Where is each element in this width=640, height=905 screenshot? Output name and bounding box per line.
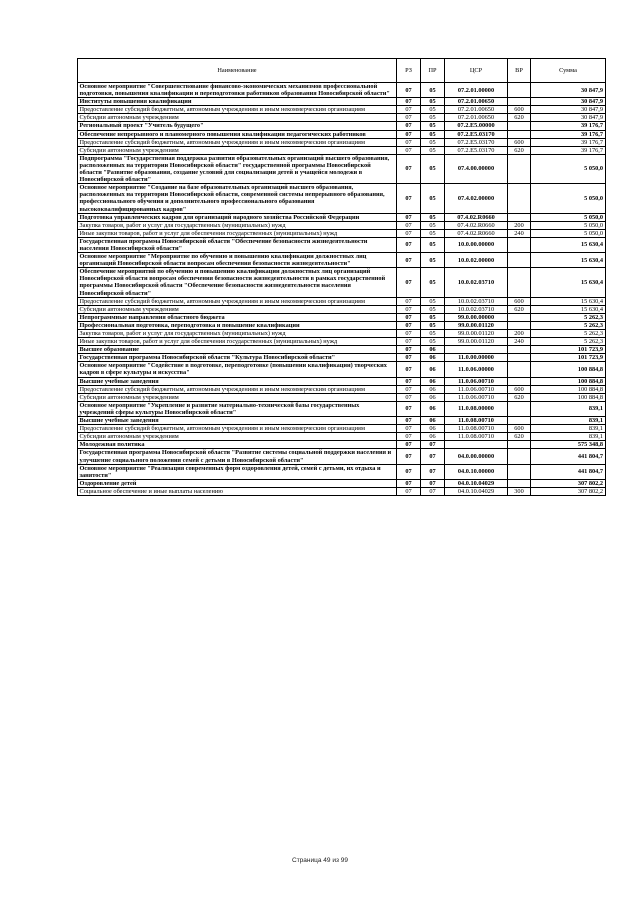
cell-rz: 07	[397, 184, 421, 213]
cell-vr: 620	[508, 433, 531, 441]
cell-pr: 05	[421, 98, 445, 106]
table-row	[78, 229, 606, 237]
header-vr: ВР	[508, 59, 531, 83]
cell-vr	[508, 154, 531, 183]
cell-vr	[508, 346, 531, 354]
cell-sum: 30 847,9	[531, 83, 606, 98]
cell-rz: 07	[397, 138, 421, 146]
table-row	[78, 425, 606, 433]
cell-rz: 07	[397, 330, 421, 338]
table-row	[78, 354, 606, 362]
cell-vr	[508, 237, 531, 252]
cell-name: Основное мероприятие "Содействие в подготовке, переподготовке (повышении квалификации) творческих кадров в сфере культуры и искусства"	[78, 362, 397, 377]
cell-rz: 07	[397, 106, 421, 114]
cell-csr: 07.2.E5.00000	[445, 122, 508, 130]
table-row	[78, 338, 606, 346]
cell-csr: 07.2.E5.03170	[445, 138, 508, 146]
cell-vr: 200	[508, 221, 531, 229]
cell-rz: 07	[397, 464, 421, 479]
cell-csr: 07.4.02.00000	[445, 184, 508, 213]
cell-sum: 15 630,4	[531, 297, 606, 305]
cell-csr: 99.0.00.01120	[445, 330, 508, 338]
cell-csr: 10.0.02.00000	[445, 253, 508, 268]
cell-name: Государственная программа Новосибирской области "Обеспечение безопасности жизнедеятельности населения Новосибирской области"	[78, 237, 397, 252]
cell-name: Основное мероприятие "Укрепление и развитие материально-технической базы государственных учреждений сферы культуры Новосибирской области"	[78, 401, 397, 416]
cell-pr: 07	[421, 464, 445, 479]
cell-vr: 240	[508, 338, 531, 346]
cell-sum: 5 050,0	[531, 221, 606, 229]
cell-rz: 07	[397, 98, 421, 106]
cell-sum: 5 262,3	[531, 330, 606, 338]
cell-sum: 5 262,3	[531, 321, 606, 329]
cell-sum: 5 050,0	[531, 213, 606, 221]
cell-pr: 05	[421, 313, 445, 321]
page-number: Страница 49 из 99	[292, 857, 348, 864]
cell-sum: 39 176,7	[531, 146, 606, 154]
cell-name: Субсидии автономным учреждениям	[78, 146, 397, 154]
cell-sum: 5 262,3	[531, 313, 606, 321]
cell-name: Иные закупки товаров, работ и услуг для обеспечения государственных (муниципальных) нужд	[78, 338, 397, 346]
cell-rz: 07	[397, 297, 421, 305]
cell-rz: 07	[397, 154, 421, 183]
cell-name: Основное мероприятие "Создание на базе образовательных организаций высшего образования, расположенных на территории Новосибирской области, современной системы непрерывного образования, профессионального обучения и дополнительного профессионального образования высококвалифицированных кадров"	[78, 184, 397, 213]
header-csr: ЦСР	[445, 59, 508, 83]
cell-pr: 05	[421, 130, 445, 138]
cell-csr: 11.0.08.00000	[445, 401, 508, 416]
cell-csr: 07.4.02.R0660	[445, 213, 508, 221]
cell-csr: 11.0.00.00000	[445, 354, 508, 362]
cell-rz: 07	[397, 346, 421, 354]
cell-name: Субсидии автономным учреждениям	[78, 393, 397, 401]
cell-pr: 05	[421, 83, 445, 98]
cell-name: Подпрограмма "Государственная поддержка развития образовательных организаций высшего образования, расположенных на территории Новосибирской области" государственной программы Новосибирской области "Развитие образования, создание условий для социализации детей и учащейся молодежи в Новосибирской области"	[78, 154, 397, 183]
cell-csr: 07.4.02.R0660	[445, 221, 508, 229]
cell-sum: 30 847,9	[531, 106, 606, 114]
cell-rz: 07	[397, 487, 421, 495]
cell-vr	[508, 464, 531, 479]
cell-vr	[508, 441, 531, 449]
table-row	[78, 83, 606, 98]
cell-vr	[508, 268, 531, 297]
table-row	[78, 253, 606, 268]
table-row	[78, 154, 606, 183]
cell-pr: 06	[421, 393, 445, 401]
cell-sum: 39 176,7	[531, 122, 606, 130]
cell-name: Непрограммные направления областного бюджета	[78, 313, 397, 321]
cell-csr: 11.0.08.00710	[445, 417, 508, 425]
cell-csr: 99.0.00.00000	[445, 313, 508, 321]
cell-name: Иные закупки товаров, работ и услуг для обеспечения государственных (муниципальных) нужд	[78, 229, 397, 237]
cell-sum: 839,1	[531, 433, 606, 441]
cell-pr: 05	[421, 297, 445, 305]
cell-pr: 06	[421, 425, 445, 433]
cell-sum: 101 723,9	[531, 354, 606, 362]
cell-rz: 07	[397, 479, 421, 487]
cell-pr: 05	[421, 138, 445, 146]
cell-vr	[508, 253, 531, 268]
cell-sum: 839,1	[531, 417, 606, 425]
cell-vr	[508, 122, 531, 130]
table-row	[78, 114, 606, 122]
cell-vr	[508, 98, 531, 106]
table-row	[78, 464, 606, 479]
cell-csr: 04.0.00.00000	[445, 449, 508, 464]
cell-name: Субсидии автономным учреждениям	[78, 114, 397, 122]
cell-vr: 600	[508, 385, 531, 393]
cell-name: Молодежная политика	[78, 441, 397, 449]
table-row	[78, 221, 606, 229]
cell-vr: 240	[508, 229, 531, 237]
table-row	[78, 401, 606, 416]
cell-vr	[508, 401, 531, 416]
table-header-row	[78, 59, 606, 83]
cell-name: Субсидии автономным учреждениям	[78, 305, 397, 313]
cell-sum: 839,1	[531, 425, 606, 433]
table-row	[78, 487, 606, 495]
cell-sum: 575 348,8	[531, 441, 606, 449]
cell-sum: 101 723,9	[531, 346, 606, 354]
cell-vr: 300	[508, 487, 531, 495]
cell-name: Субсидии автономным учреждениям	[78, 433, 397, 441]
cell-pr: 05	[421, 330, 445, 338]
cell-sum: 15 630,4	[531, 253, 606, 268]
cell-csr: 99.0.00.01120	[445, 321, 508, 329]
cell-name: Обеспечение непрерывного и планомерного повышения квалификации педагогических работников	[78, 130, 397, 138]
cell-csr: 10.0.02.03710	[445, 297, 508, 305]
table-row	[78, 146, 606, 154]
table-row	[78, 106, 606, 114]
cell-pr: 05	[421, 253, 445, 268]
cell-rz: 07	[397, 321, 421, 329]
cell-name: Основное мероприятие "Совершенствование финансово-экономических механизмов профессиональной подготовки, повышения квалификации и переподготовки работников образования Новосибирской области"	[78, 83, 397, 98]
table-row	[78, 377, 606, 385]
cell-pr: 07	[421, 487, 445, 495]
cell-rz: 07	[397, 268, 421, 297]
table-row	[78, 385, 606, 393]
table-row	[78, 330, 606, 338]
budget-table	[77, 58, 606, 496]
cell-csr: 07.2.01.00650	[445, 98, 508, 106]
cell-pr: 05	[421, 221, 445, 229]
cell-pr: 05	[421, 229, 445, 237]
cell-name: Оздоровление детей	[78, 479, 397, 487]
cell-rz: 07	[397, 83, 421, 98]
cell-pr: 06	[421, 362, 445, 377]
cell-csr: 07.2.01.00650	[445, 106, 508, 114]
table-row	[78, 122, 606, 130]
cell-csr: 11.0.08.00710	[445, 425, 508, 433]
cell-pr: 05	[421, 114, 445, 122]
cell-csr: 04.0.10.04029	[445, 487, 508, 495]
cell-rz: 07	[397, 385, 421, 393]
cell-csr: 07.2.E5.03170	[445, 130, 508, 138]
cell-name: Государственная программа Новосибирской области "Развитие системы социальной поддержки населения и улучшение социального положения семей с детьми в Новосибирской области"	[78, 449, 397, 464]
cell-rz: 07	[397, 305, 421, 313]
cell-rz: 07	[397, 393, 421, 401]
cell-name: Закупка товаров, работ и услуг для государственных (муниципальных) нужд	[78, 330, 397, 338]
cell-vr	[508, 449, 531, 464]
cell-sum: 39 176,7	[531, 130, 606, 138]
cell-rz: 07	[397, 237, 421, 252]
cell-rz: 07	[397, 354, 421, 362]
table-row	[78, 98, 606, 106]
header-sum: Сумма	[531, 59, 606, 83]
cell-vr: 620	[508, 305, 531, 313]
cell-pr: 06	[421, 385, 445, 393]
cell-vr: 200	[508, 330, 531, 338]
cell-vr: 600	[508, 138, 531, 146]
cell-vr	[508, 83, 531, 98]
cell-csr: 11.0.06.00710	[445, 377, 508, 385]
cell-sum: 441 804,7	[531, 464, 606, 479]
cell-pr: 06	[421, 417, 445, 425]
cell-csr: 07.2.E5.03170	[445, 146, 508, 154]
cell-rz: 07	[397, 441, 421, 449]
cell-csr: 10.0.02.03710	[445, 268, 508, 297]
document-page	[77, 58, 605, 496]
cell-pr: 05	[421, 146, 445, 154]
table-row	[78, 449, 606, 464]
cell-vr: 620	[508, 114, 531, 122]
cell-vr	[508, 479, 531, 487]
cell-name: Региональный проект "Учитель будущего"	[78, 122, 397, 130]
cell-vr	[508, 130, 531, 138]
table-row	[78, 433, 606, 441]
cell-pr: 05	[421, 268, 445, 297]
cell-vr	[508, 377, 531, 385]
cell-name: Высшее образование	[78, 346, 397, 354]
cell-name: Институты повышения квалификации	[78, 98, 397, 106]
cell-sum: 100 884,8	[531, 362, 606, 377]
cell-rz: 07	[397, 338, 421, 346]
cell-rz: 07	[397, 229, 421, 237]
cell-name: Высшие учебные заведения	[78, 377, 397, 385]
cell-vr	[508, 321, 531, 329]
cell-pr: 06	[421, 354, 445, 362]
cell-csr: 11.0.06.00000	[445, 362, 508, 377]
cell-pr: 05	[421, 122, 445, 130]
table-row	[78, 268, 606, 297]
table-row	[78, 441, 606, 449]
cell-sum: 5 262,3	[531, 338, 606, 346]
cell-vr	[508, 417, 531, 425]
cell-rz: 07	[397, 122, 421, 130]
cell-vr	[508, 213, 531, 221]
cell-vr	[508, 362, 531, 377]
cell-pr: 05	[421, 321, 445, 329]
header-pr: ПР	[421, 59, 445, 83]
cell-csr: 04.0.10.00000	[445, 464, 508, 479]
cell-sum: 307 802,2	[531, 487, 606, 495]
cell-pr: 05	[421, 237, 445, 252]
cell-vr	[508, 184, 531, 213]
cell-rz: 07	[397, 362, 421, 377]
cell-name: Предоставление субсидий бюджетным, автономным учреждениям и иным некоммерческим организациям	[78, 297, 397, 305]
cell-csr: 07.4.02.R0660	[445, 229, 508, 237]
table-row	[78, 479, 606, 487]
cell-rz: 07	[397, 213, 421, 221]
table-row	[78, 138, 606, 146]
cell-csr: 11.0.08.00710	[445, 433, 508, 441]
cell-pr: 05	[421, 338, 445, 346]
table-row	[78, 321, 606, 329]
cell-rz: 07	[397, 417, 421, 425]
table-row	[78, 237, 606, 252]
cell-pr: 06	[421, 346, 445, 354]
cell-pr: 05	[421, 305, 445, 313]
cell-csr	[445, 346, 508, 354]
cell-name: Государственная программа Новосибирской области "Культура Новосибирской области"	[78, 354, 397, 362]
cell-sum: 100 884,8	[531, 393, 606, 401]
header-rz: РЗ	[397, 59, 421, 83]
cell-name: Предоставление субсидий бюджетным, автономным учреждениям и иным некоммерческим организациям	[78, 385, 397, 393]
cell-name: Основное мероприятие "Реализация современных форм оздоровления детей, семей с детьми, их отдыха и занятости"	[78, 464, 397, 479]
cell-rz: 07	[397, 425, 421, 433]
table-row	[78, 305, 606, 313]
cell-sum: 441 804,7	[531, 449, 606, 464]
cell-csr: 07.2.01.00000	[445, 83, 508, 98]
cell-rz: 07	[397, 130, 421, 138]
cell-vr: 600	[508, 297, 531, 305]
cell-sum: 30 847,9	[531, 98, 606, 106]
cell-pr: 05	[421, 184, 445, 213]
cell-rz: 07	[397, 313, 421, 321]
table-row	[78, 297, 606, 305]
cell-csr	[445, 441, 508, 449]
cell-pr: 06	[421, 377, 445, 385]
cell-sum: 100 884,8	[531, 377, 606, 385]
table-row	[78, 393, 606, 401]
cell-csr: 07.2.01.00650	[445, 114, 508, 122]
table-row	[78, 184, 606, 213]
cell-rz: 07	[397, 114, 421, 122]
header-name: Наименование	[78, 59, 397, 83]
cell-sum: 15 630,4	[531, 268, 606, 297]
cell-name: Обеспечение мероприятий по обучению и повышению квалификации должностных лиц организаций Новосибирской области вопросам обеспечения безопасности жизнедеятельности в рамках государственной программы Новосибирской области "Обеспечение безопасности жизнедеятельности населения Новосибирской области"	[78, 268, 397, 297]
cell-csr: 11.0.06.00710	[445, 385, 508, 393]
cell-csr: 10.0.02.03710	[445, 305, 508, 313]
cell-sum: 100 884,8	[531, 385, 606, 393]
cell-csr: 99.0.00.01120	[445, 338, 508, 346]
cell-sum: 30 847,9	[531, 114, 606, 122]
cell-csr: 10.0.00.00000	[445, 237, 508, 252]
cell-pr: 06	[421, 433, 445, 441]
cell-vr: 600	[508, 425, 531, 433]
table-row	[78, 417, 606, 425]
cell-rz: 07	[397, 253, 421, 268]
cell-sum: 39 176,7	[531, 138, 606, 146]
cell-sum: 839,1	[531, 401, 606, 416]
cell-vr	[508, 313, 531, 321]
cell-vr: 620	[508, 393, 531, 401]
cell-sum: 15 630,4	[531, 237, 606, 252]
cell-pr: 05	[421, 106, 445, 114]
table-body	[78, 83, 606, 496]
cell-rz: 07	[397, 377, 421, 385]
cell-pr: 05	[421, 213, 445, 221]
cell-name: Профессиональная подготовка, переподготовка и повышение квалификации	[78, 321, 397, 329]
table-row	[78, 130, 606, 138]
cell-rz: 07	[397, 146, 421, 154]
cell-csr: 07.4.00.00000	[445, 154, 508, 183]
cell-rz: 07	[397, 433, 421, 441]
cell-vr: 600	[508, 106, 531, 114]
cell-csr: 04.0.10.04029	[445, 479, 508, 487]
cell-pr: 05	[421, 154, 445, 183]
table-row	[78, 362, 606, 377]
cell-rz: 07	[397, 401, 421, 416]
cell-pr: 07	[421, 441, 445, 449]
cell-sum: 5 050,0	[531, 154, 606, 183]
cell-rz: 07	[397, 221, 421, 229]
cell-rz: 07	[397, 449, 421, 464]
cell-name: Подготовка управленческих кадров для организаций народного хозяйства Российской Федерации	[78, 213, 397, 221]
table-row	[78, 346, 606, 354]
cell-pr: 06	[421, 401, 445, 416]
cell-csr: 11.0.06.00710	[445, 393, 508, 401]
table-row	[78, 213, 606, 221]
cell-pr: 07	[421, 449, 445, 464]
cell-name: Предоставление субсидий бюджетным, автономным учреждениям и иным некоммерческим организациям	[78, 106, 397, 114]
cell-sum: 15 630,4	[531, 305, 606, 313]
cell-name: Предоставление субсидий бюджетным, автономным учреждениям и иным некоммерческим организациям	[78, 425, 397, 433]
cell-name: Предоставление субсидий бюджетным, автономным учреждениям и иным некоммерческим организациям	[78, 138, 397, 146]
cell-name: Основное мероприятие "Мероприятие по обучению и повышению квалификации должностных лиц организаций Новосибирской области вопросам обеспечения безопасности жизнедеятельности"	[78, 253, 397, 268]
cell-sum: 5 050,0	[531, 229, 606, 237]
cell-vr	[508, 354, 531, 362]
cell-name: Закупка товаров, работ и услуг для государственных (муниципальных) нужд	[78, 221, 397, 229]
table-row	[78, 313, 606, 321]
cell-sum: 307 802,2	[531, 479, 606, 487]
cell-name: Высшие учебные заведения	[78, 417, 397, 425]
cell-name: Социальное обеспечение и иные выплаты населению	[78, 487, 397, 495]
cell-sum: 5 050,0	[531, 184, 606, 213]
cell-vr: 620	[508, 146, 531, 154]
cell-pr: 07	[421, 479, 445, 487]
